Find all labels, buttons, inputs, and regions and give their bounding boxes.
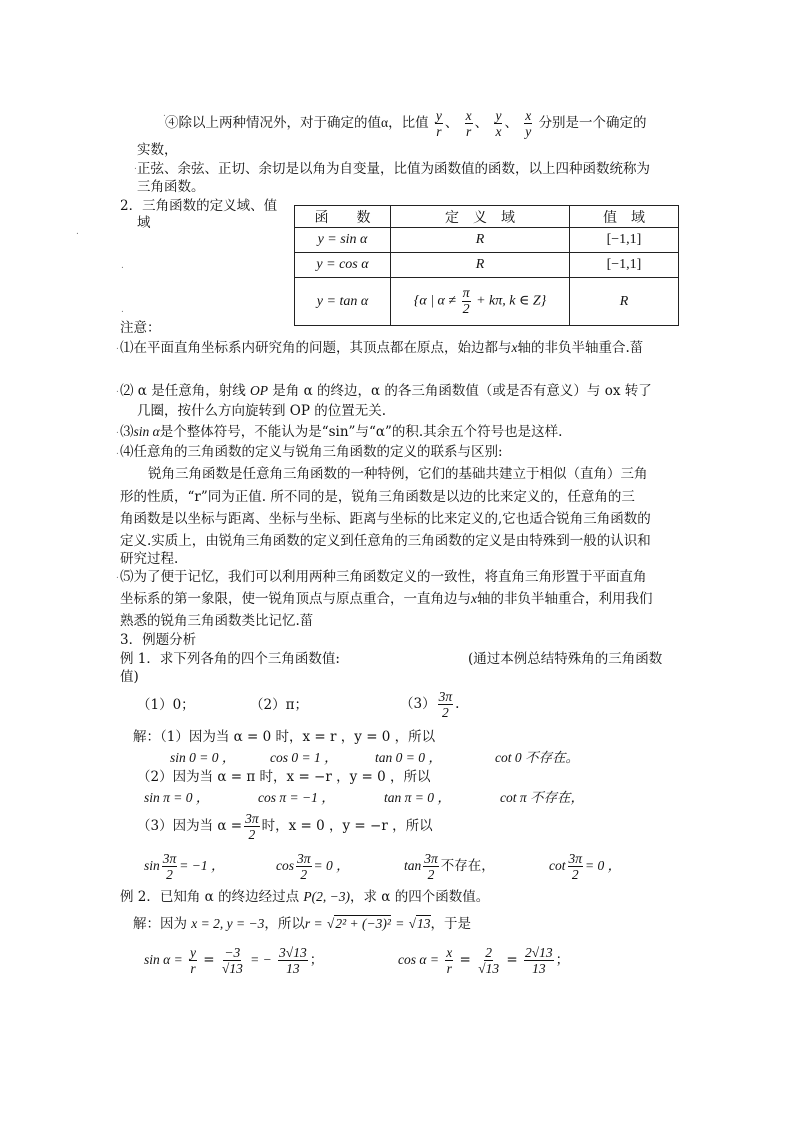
pi-over-2-fraction: $\frac{\pi}{2}$ (462, 286, 470, 317)
cell-domain: R (391, 228, 570, 253)
example2-cos-line: cos α = $\frac{x}{r}$ = $\frac{2}{√13}$ = $\frac{2√13}{13}$ ； (398, 945, 570, 976)
solution1-part2-head: （2）因为当 α = π 时，x = −r ，y = 0 ，所以 (137, 769, 431, 785)
scan-dot: . (121, 261, 124, 271)
solution1-tan: tan 0 = 0 ， (375, 750, 442, 765)
scan-dot: . (134, 162, 137, 172)
solution1-sin: sin 0 = 0 ， (170, 750, 236, 765)
note-4: ⑷任意角的三角函数的定义与锐角三角函数的定义的联系与区别: (120, 444, 503, 460)
section3-heading: 3．例题分析 (120, 632, 197, 648)
solution3-cot: cot $\frac{3\pi}{2}$ = 0 ， (549, 851, 622, 882)
scan-dot: . (116, 426, 119, 436)
definition-line-2: 三角函数。 (137, 179, 205, 195)
note-5-line-3: 熟悉的锐角三角函数类比记忆.菑 (120, 613, 314, 629)
solution1-part1-head: 解：（1）因为当 α = 0 时，x = r ，y = 0 ，所以 (133, 729, 436, 745)
note-4-paragraph-line-3: 角函数是以坐标与距离、坐标与坐标、距离与坐标的比来定义的,它也适合锐角三角函数的 (120, 511, 651, 527)
cell-domain: R (391, 253, 570, 278)
example2-title: 例 2．已知角 α 的终边经过点 P(2, −3)，求 α 的四个函数值。 (120, 889, 490, 905)
note-4-paragraph-line-5: 研究过程. (120, 551, 179, 567)
cell-range: [−1,1] (570, 228, 679, 253)
scan-dot: . (121, 305, 124, 315)
trig-domain-range-table (294, 205, 679, 326)
solution3-sin: sin $\frac{3\pi}{2}$ = −1 ， (144, 851, 225, 882)
solution3-tan: tan $\frac{3\pi}{2}$ 不存在， (404, 851, 495, 882)
scan-dot: . (76, 227, 79, 237)
table-header-domain: 定 义 域 (391, 206, 570, 228)
solution2-cot: cot π 不存在， (500, 790, 585, 805)
note-2-line-1: ⑵ α 是任意角，射线 OP 是角 α 的终边，α 的各三角函数值（或是否有意义）与 ox 转了 (120, 383, 652, 399)
note-4-paragraph-line-4: 定义.实质上，由锐角三角函数的定义到任意角的三角函数的定义是由特殊到一般的认识和 (120, 533, 651, 549)
fraction-y-over-r: $\frac{y}{r}$ (435, 108, 442, 139)
solution3-cos: cos $\frac{3\pi}{2}$ = 0 ， (276, 851, 350, 882)
example1-note-cont: 值) (120, 669, 139, 685)
notes-title: 注意： (120, 320, 161, 336)
cell-function: y = tan α (295, 278, 391, 326)
solution2-sin: sin π = 0 ， (144, 790, 210, 805)
solution1-part3-head: （3）因为当 α = $\frac{3\pi}{2}$ 时，x = 0 ，y = −r ，所以 (137, 811, 433, 842)
scan-dot: . (163, 109, 166, 119)
note-4-paragraph-line-2: 形的性质，“r”同为正值. 所不同的是，锐角三角函数是以边的比来定义的，任意角的三 (120, 489, 635, 505)
table-header-range: 值 域 (570, 206, 679, 228)
note-1: ⑴在平面直角坐标系内研究角的问题，其顶点都在原点，始边都与x轴的非负半轴重合.菑 (120, 340, 644, 356)
fraction-x-over-y: $\frac{x}{y}$ (525, 108, 532, 139)
cell-function: y = sin α (295, 228, 391, 253)
note-5-line-1: ⑸为了便于记忆，我们可以利用两种三角函数定义的一致性，将直角三角形置于平面直角 (120, 569, 647, 585)
fraction-y-over-x: $\frac{y}{x}$ (495, 108, 502, 139)
cell-domain: {α | α ≠ $\frac{\pi}{2}$ + kπ, k ∈ Z} (391, 278, 570, 326)
definition-line-1: 正弦、余弦、正切、余切是以角为自变量，比值为函数值的函数，以上四种函数统称为 (137, 161, 650, 177)
fraction-x-over-r: $\frac{x}{r}$ (465, 108, 472, 139)
note-3: ⑶sin α是个整体符号，不能认为是“sin”与“α”的积.其余五个符号也是这样. (120, 424, 563, 440)
example1-title: 例 1．求下列各角的四个三角函数值: (120, 651, 340, 667)
item4-line: ④除以上两种情况外，对于确定的值α，比值 $\frac{y}{r}$ 、 $\frac{x}{r}$ 、 $\frac{y}{x}$ 、 $\frac{x}{y}$ 分别是一个确定的 (165, 108, 647, 139)
table-row (295, 278, 679, 326)
example1-option-1: （1）0； (137, 697, 195, 713)
note-4-paragraph-line-1: 锐角三角函数是任意角三角函数的一种特例，它们的基础共建立于相似（直角）三角 (148, 466, 648, 482)
scan-dot: . (116, 571, 119, 581)
solution1-cos: cos 0 = 1 ， (270, 750, 338, 765)
cell-range: [−1,1] (570, 253, 679, 278)
example2-sin-line: sin α = $\frac{y}{r}$ = $\frac{-3}{√13}$ = − $\frac{3√13}{13}$ ； (144, 945, 324, 976)
section2-heading: 2．三角函数的定义域、值 (120, 198, 278, 214)
example2-solution-head: 解：因为 x = 2, y = −3，所以r = √2² + (−3)² = √13，于是 (133, 916, 472, 932)
table-header-function: 函 数 (295, 206, 391, 228)
scan-dot: . (116, 447, 119, 457)
solution2-tan: tan π = 0 ， (384, 790, 451, 805)
cell-range: R (570, 278, 679, 326)
note-2-line-2: 几圈，按什么方向旋转到 OP 的位置无关. (137, 403, 387, 419)
table-row (295, 228, 679, 253)
example1-option-2: （2）π； (250, 697, 308, 713)
section2-heading-cont: 域 (137, 215, 151, 231)
scan-dot: . (116, 385, 119, 395)
note-5-line-2: 坐标系的第一象限，使一锐角顶点与原点重合，一直角边与x轴的非负半轴重合，利用我们 (120, 591, 653, 607)
example1-note: (通过本例总结特殊角的三角函数 (468, 651, 663, 667)
item4-continuation: 实数， (137, 142, 178, 158)
solution2-cos: cos π = −1 ， (258, 790, 335, 805)
cell-function: y = cos α (295, 253, 391, 278)
solution1-cot: cot 0 不存在。 (495, 750, 579, 765)
scan-dot: . (116, 342, 119, 352)
table-row (295, 253, 679, 278)
example1-option-3: （3） $\frac{3\pi}{2}$ . (400, 689, 460, 720)
